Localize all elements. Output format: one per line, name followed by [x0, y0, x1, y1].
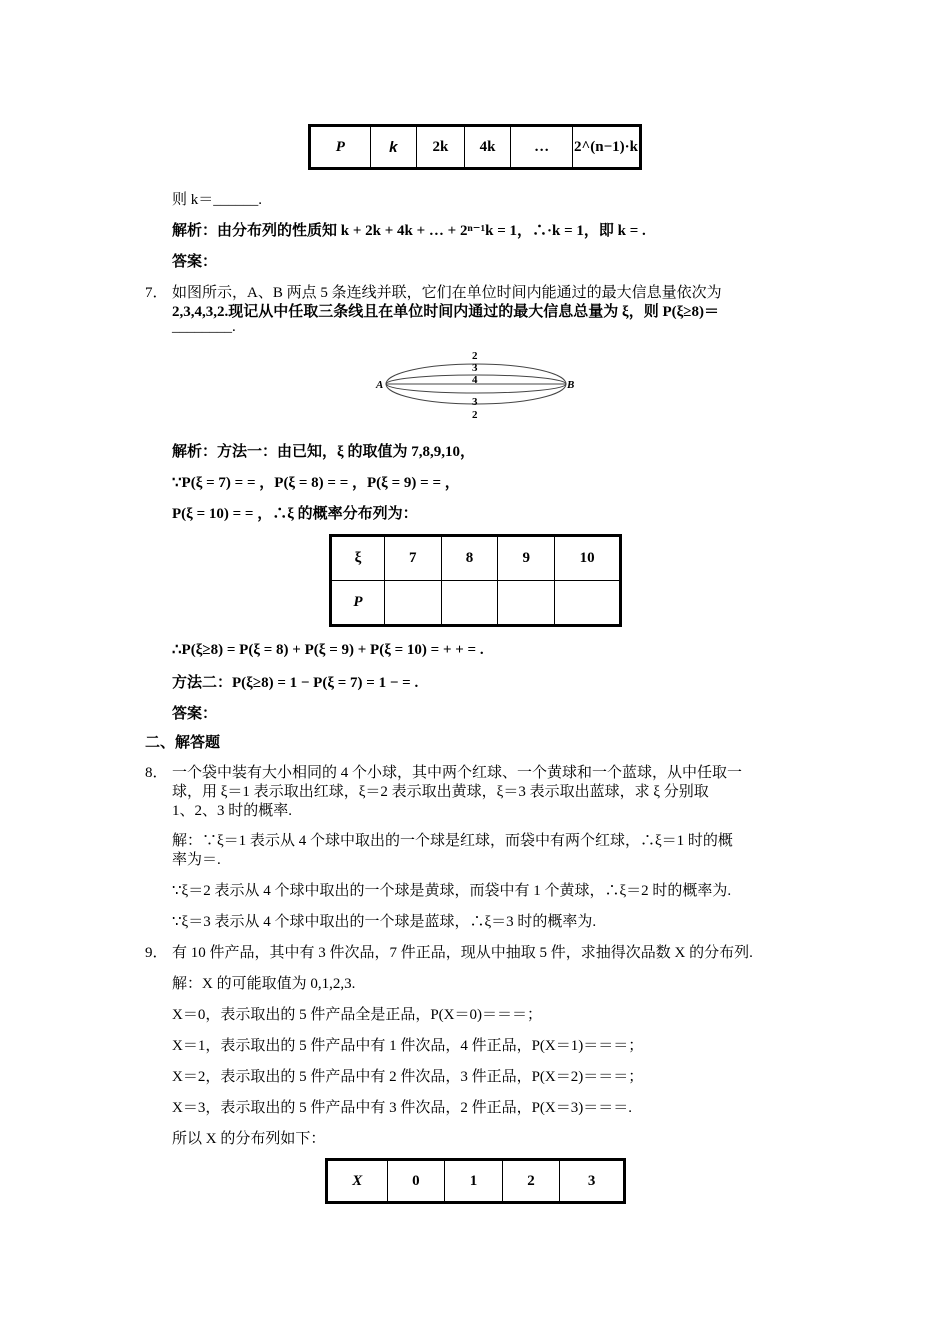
section-title: 二、解答题 — [145, 735, 221, 751]
table-cell: P — [331, 581, 385, 626]
table-cell: k — [370, 126, 416, 169]
q9-solution-line1: X＝0，表示取出的 5 件产品全是正品，P(X＝0)＝＝＝； — [172, 1007, 542, 1023]
distribution-table-k — [308, 124, 642, 170]
parallel-lines-figure — [370, 346, 580, 424]
q9-solution-line5: 所以 X 的分布列如下： — [172, 1131, 326, 1147]
q7-analysis-line2: ∵P(ξ = 7) = = ，P(ξ = 8) = = ，P(ξ = 9) = = ， — [172, 475, 460, 491]
table-cell — [555, 581, 621, 626]
q6-analysis: 解析：由分布列的性质知 k + 2k + 4k + … + 2ⁿ⁻¹k = 1，∴·k = 1，即 k = . — [172, 223, 646, 239]
point-a-label: A — [376, 379, 384, 391]
table-header-cell: 1 — [445, 1160, 503, 1203]
line-value-label: 3 — [472, 362, 478, 374]
table-cell: P — [310, 126, 371, 169]
line-value-label: 3 — [472, 396, 478, 408]
q9-number: 9． — [145, 945, 168, 961]
line-value-label: 2 — [472, 409, 478, 421]
line-value-label: 4 — [472, 374, 478, 386]
q7-text-line2: 2,3,4,3,2.现记从中任取三条线且在单位时间内通过的最大信息总量为 ξ，则 P(ξ≥8)＝ — [172, 304, 720, 320]
q6-fill-blank: 则 k＝______. — [172, 192, 263, 208]
q9-solution-line3: X＝2，表示取出的 5 件产品中有 2 件次品，3 件正品，P(X＝2)＝＝＝； — [172, 1069, 644, 1085]
table-cell — [441, 581, 498, 626]
table-header-cell: ξ — [331, 536, 385, 581]
q7-text-line3: ________. — [172, 319, 236, 335]
q8-solution-line3: ∵ξ＝3 表示从 4 个球中取出的一个球是蓝球，∴ξ＝3 时的概率为. — [172, 914, 597, 930]
q7-method2: 方法二：P(ξ≥8) = 1 − P(ξ = 7) = 1 − = . — [172, 675, 419, 691]
q7-analysis-line3: P(ξ = 10) = = ，∴ξ 的概率分布列为： — [172, 506, 418, 522]
table-cell: 4k — [464, 126, 510, 169]
q8-text-line1: 一个袋中装有大小相同的 4 个小球，其中两个红球、一个黄球和一个蓝球，从中任取一 — [172, 765, 743, 781]
table-cell: 2^(n−1)·k — [573, 126, 641, 169]
line-value-label: 2 — [472, 350, 478, 362]
distribution-table-x — [325, 1158, 626, 1204]
q7-answer: 答案： — [172, 706, 218, 722]
q8-solution-line1: 解：∵ξ＝1 表示从 4 个球中取出的一个球是红球，而袋中有两个红球，∴ξ＝1 时的概 — [172, 833, 733, 849]
q8-text-line2: 球，用 ξ＝1 表示取出红球，ξ＝2 表示取出黄球，ξ＝3 表示取出蓝球，求 ξ 分别取 — [172, 784, 709, 800]
q9-solution-line2: X＝1，表示取出的 5 件产品中有 1 件次品，4 件正品，P(X＝1)＝＝＝； — [172, 1038, 644, 1054]
q7-number: 7． — [145, 285, 168, 301]
table-header-cell: 9 — [498, 536, 555, 581]
table-header-cell: 7 — [384, 536, 441, 581]
table-header-cell: 8 — [441, 536, 498, 581]
q7-sum-line: ∴P(ξ≥8) = P(ξ = 8) + P(ξ = 9) + P(ξ = 10) = + + = . — [172, 642, 484, 658]
q8-number: 8． — [145, 765, 168, 781]
table-header-cell: 10 — [555, 536, 621, 581]
q7-analysis-line1: 解析：方法一：由已知，ξ 的取值为 7,8,9,10， — [172, 444, 475, 460]
table-cell — [498, 581, 555, 626]
q7-text-line1: 如图所示，A、B 两点 5 条连线并联，它们在单位时间内能通过的最大信息量依次为 — [172, 285, 722, 301]
table-cell — [384, 581, 441, 626]
table-header-cell: 0 — [387, 1160, 445, 1203]
table-header-cell: 2 — [502, 1160, 560, 1203]
q8-text-line3: 1、2、3 时的概率. — [172, 803, 293, 819]
table-cell: 2k — [416, 126, 464, 169]
table-header-cell: 3 — [560, 1160, 625, 1203]
q9-solution-line0: 解：X 的可能取值为 0,1,2,3. — [172, 976, 356, 992]
table-cell: … — [511, 126, 573, 169]
q6-answer: 答案： — [172, 254, 218, 270]
point-b-label: B — [567, 379, 575, 391]
distribution-table-xi — [329, 534, 622, 627]
table-header-cell: X — [327, 1160, 388, 1203]
q8-solution-line2: ∵ξ＝2 表示从 4 个球中取出的一个球是黄球，而袋中有 1 个黄球，∴ξ＝2 时的概率为. — [172, 883, 732, 899]
q8-solution-line1b: 率为＝. — [172, 852, 221, 868]
q9-text: 有 10 件产品，其中有 3 件次品，7 件正品，现从中抽取 5 件，求抽得次品数 X 的分布列. — [172, 945, 753, 961]
q9-solution-line4: X＝3，表示取出的 5 件产品中有 3 件次品，2 件正品，P(X＝3)＝＝＝. — [172, 1100, 633, 1116]
